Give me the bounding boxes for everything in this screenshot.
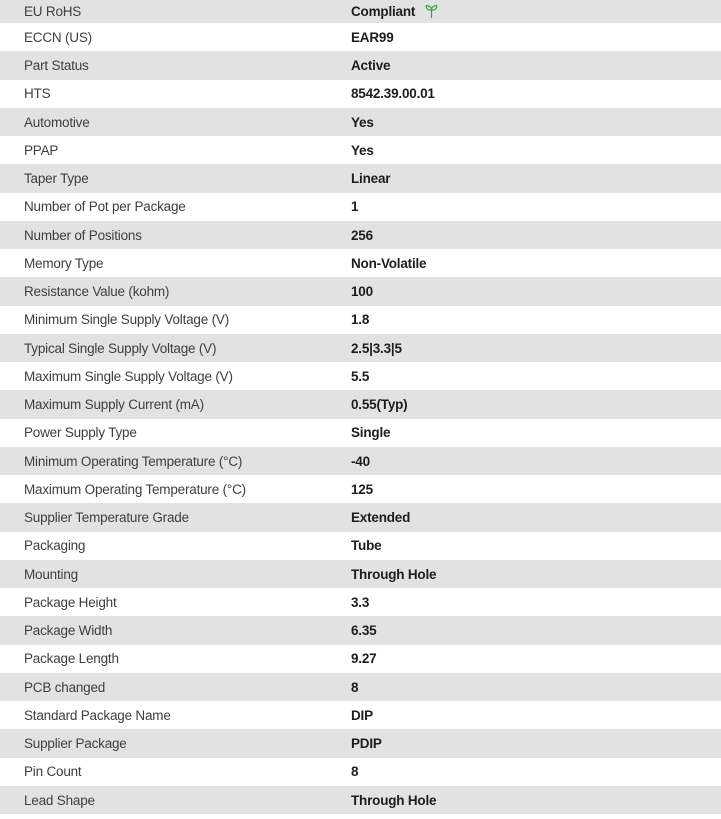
- table-row: [0, 701, 721, 729]
- attribute-value-text: Through Hole: [351, 566, 437, 582]
- table-row: [0, 588, 721, 616]
- table-row: [0, 334, 721, 362]
- attribute-value-text: Non-Volatile: [351, 255, 427, 271]
- attribute-value: [351, 199, 721, 214]
- table-row: [0, 390, 721, 418]
- attribute-value: [351, 736, 721, 751]
- attribute-value-text: Active: [351, 58, 391, 74]
- attribute-label: Packaging: [24, 538, 86, 554]
- attribute-label: Maximum Operating Temperature (°C): [24, 481, 246, 497]
- table-row: [0, 673, 721, 701]
- attribute-value: [351, 708, 721, 723]
- table-row: [0, 645, 721, 673]
- attribute-value-text: 100: [351, 284, 373, 300]
- attribute-value: [351, 651, 721, 666]
- attribute-value-text: DIP: [351, 707, 373, 723]
- table-row: [0, 475, 721, 503]
- attribute-label: Number of Pot per Package: [24, 199, 186, 215]
- attribute-value: [351, 86, 721, 101]
- attribute-label: Taper Type: [24, 171, 89, 187]
- attribute-value-text: Single: [351, 425, 391, 441]
- attribute-value: [351, 510, 721, 525]
- table-row: [0, 447, 721, 475]
- attribute-value-text: EAR99: [351, 29, 394, 45]
- attribute-value: [351, 680, 721, 695]
- attribute-value-text: 3.3: [351, 594, 370, 610]
- table-row: [0, 249, 721, 277]
- table-row: [0, 419, 721, 447]
- attribute-label: Pin Count: [24, 764, 82, 780]
- attribute-label: Typical Single Supply Voltage (V): [24, 340, 217, 356]
- attribute-value-text: 2.5|3.3|5: [351, 340, 402, 356]
- attribute-label: PCB changed: [24, 679, 106, 695]
- attribute-value: [351, 256, 721, 271]
- attribute-value: [351, 284, 721, 299]
- attribute-value: [351, 425, 721, 440]
- attribute-value-text: 9.27: [351, 651, 377, 667]
- attribute-value: [351, 793, 721, 808]
- attribute-label: Supplier Package: [24, 736, 127, 752]
- attribute-value-text: Extended: [351, 510, 411, 526]
- table-row: [0, 108, 721, 136]
- attribute-value-text: Yes: [351, 114, 374, 130]
- attribute-label: Package Length: [24, 651, 119, 667]
- attribute-value-text: PDIP: [351, 736, 382, 752]
- attribute-label: Maximum Single Supply Voltage (V): [24, 368, 233, 384]
- attribute-value-text: 1: [351, 199, 359, 215]
- table-row: [0, 758, 721, 786]
- attribute-label: Resistance Value (kohm): [24, 284, 170, 300]
- attribute-value: [351, 482, 721, 497]
- attribute-label: Lead Shape: [24, 792, 95, 808]
- attribute-value: [351, 764, 721, 779]
- attribute-value-text: Through Hole: [351, 792, 437, 808]
- table-row: [0, 503, 721, 531]
- attribute-value: [351, 623, 721, 638]
- table-row: [0, 560, 721, 588]
- attribute-value-text: 6.35: [351, 623, 377, 639]
- attribute-label: Part Status: [24, 58, 89, 74]
- attribute-value: [351, 312, 721, 327]
- attribute-label: Maximum Supply Current (mA): [24, 397, 204, 413]
- table-row: [0, 786, 721, 814]
- attribute-value: [351, 171, 721, 186]
- table-row: [0, 193, 721, 221]
- attribute-value-text: 8: [351, 764, 359, 780]
- attribute-label: ECCN (US): [24, 29, 92, 45]
- table-row: [0, 277, 721, 305]
- attribute-label: Package Width: [24, 623, 113, 639]
- attribute-label: HTS: [24, 86, 51, 102]
- attribute-label: Minimum Single Supply Voltage (V): [24, 312, 229, 328]
- attribute-value-text: Linear: [351, 171, 391, 187]
- attribute-label: Power Supply Type: [24, 425, 137, 441]
- table-row: [0, 362, 721, 390]
- attribute-label: Number of Positions: [24, 227, 142, 243]
- table-row: [0, 164, 721, 192]
- attribute-value-text: 0.55(Typ): [351, 397, 408, 413]
- attribute-label: EU RoHS: [24, 4, 82, 20]
- attribute-value: [351, 143, 721, 158]
- attribute-value: [351, 58, 721, 73]
- table-row: [0, 616, 721, 644]
- attribute-value-text: Yes: [351, 142, 374, 158]
- attribute-value-text: 8542.39.00.01: [351, 86, 435, 102]
- attribute-value: [351, 595, 721, 610]
- attribute-value: [351, 369, 721, 384]
- table-row: [0, 51, 721, 79]
- attribute-value: [351, 454, 721, 469]
- attribute-value-text: -40: [351, 453, 370, 469]
- attribute-value-text: 256: [351, 227, 373, 243]
- attribute-value: [351, 115, 721, 130]
- attribute-value: [351, 397, 721, 412]
- attribute-value-text: 8: [351, 679, 359, 695]
- attribute-value: [351, 4, 721, 19]
- table-row: [0, 221, 721, 249]
- attribute-value: [351, 538, 721, 553]
- attribute-label: Minimum Operating Temperature (°C): [24, 453, 243, 469]
- table-row: [0, 532, 721, 560]
- attribute-label: Package Height: [24, 594, 117, 610]
- attribute-value: [351, 30, 721, 45]
- table-row: [0, 729, 721, 757]
- attribute-value-text: 5.5: [351, 368, 370, 384]
- attribute-value-text: 125: [351, 481, 373, 497]
- attribute-value-text: Compliant: [351, 4, 416, 20]
- attribute-label: Automotive: [24, 114, 90, 130]
- table-row: [0, 136, 721, 164]
- attribute-label: PPAP: [24, 142, 59, 158]
- attribute-label: Memory Type: [24, 255, 104, 271]
- attribute-value: [351, 341, 721, 356]
- attribute-value-text: Tube: [351, 538, 382, 554]
- table-row: [0, 0, 721, 23]
- attribute-value: [351, 567, 721, 582]
- attribute-label: Mounting: [24, 566, 78, 582]
- table-row: [0, 23, 721, 51]
- table-row: [0, 80, 721, 108]
- leaf-icon[interactable]: [423, 4, 440, 19]
- table-row: [0, 306, 721, 334]
- attribute-value-text: 1.8: [351, 312, 370, 328]
- attribute-label: Standard Package Name: [24, 707, 171, 723]
- attribute-value: [351, 228, 721, 243]
- attribute-label: Supplier Temperature Grade: [24, 510, 189, 526]
